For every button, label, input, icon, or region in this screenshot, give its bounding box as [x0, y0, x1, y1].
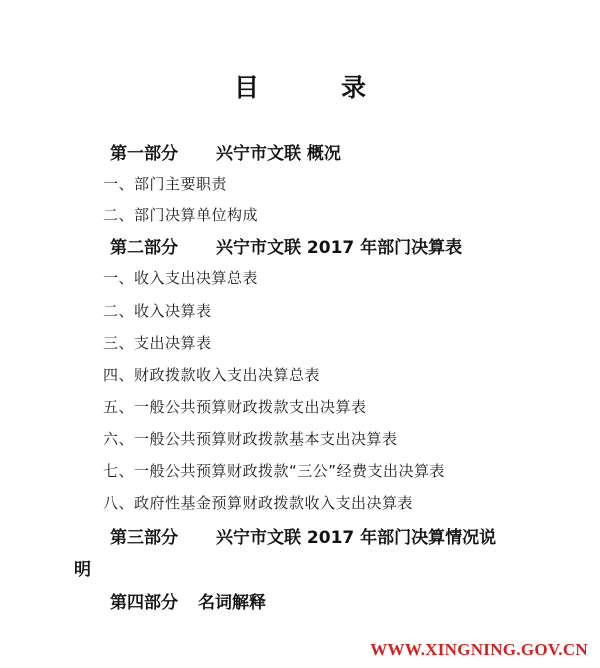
toc-part-2[interactable] [110, 233, 462, 258]
toc-item[interactable]: 五、一般公共预算财政拨款支出决算表 [103, 398, 367, 416]
toc-item[interactable]: 七、一般公共预算财政拨款“三公”经费支出决算表 [103, 462, 446, 480]
toc-item[interactable]: 一、部门主要职责 [103, 175, 228, 193]
toc-part-3[interactable] [110, 523, 496, 548]
toc-part-1[interactable] [110, 139, 341, 164]
part-name: 兴宁市文联 2017 年部门决算表 [216, 238, 463, 258]
part-label: 第二部分 [110, 238, 178, 258]
toc-item[interactable]: 三、支出决算表 [103, 334, 212, 352]
part-label: 第四部分 [110, 593, 178, 613]
part-name: 名词解释 [198, 593, 266, 613]
part-label: 第一部分 [110, 144, 178, 164]
page-title [0, 68, 600, 104]
part-name: 兴宁市文联 概况 [216, 144, 341, 164]
title-char-2: 录 [341, 73, 367, 102]
toc-item[interactable]: 一、收入支出决算总表 [103, 269, 259, 287]
toc-part-4[interactable] [110, 588, 266, 613]
toc-item[interactable]: 二、收入决算表 [103, 302, 212, 320]
toc-item[interactable]: 四、财政拨款收入支出决算总表 [103, 366, 321, 384]
part-label: 第三部分 [110, 528, 178, 548]
title-char-1: 目 [233, 73, 259, 102]
toc-item[interactable]: 八、政府性基金预算财政拨款收入支出决算表 [103, 494, 414, 512]
part-name: 兴宁市文联 2017 年部门决算情况说 [216, 528, 497, 548]
toc-part-3-continuation[interactable]: 明 [74, 560, 91, 580]
site-watermark: WWW.XINGNING.GOV.CN [370, 640, 588, 659]
toc-item[interactable]: 六、一般公共预算财政拨款基本支出决算表 [103, 430, 398, 448]
toc-item[interactable]: 二、部门决算单位构成 [103, 206, 259, 224]
